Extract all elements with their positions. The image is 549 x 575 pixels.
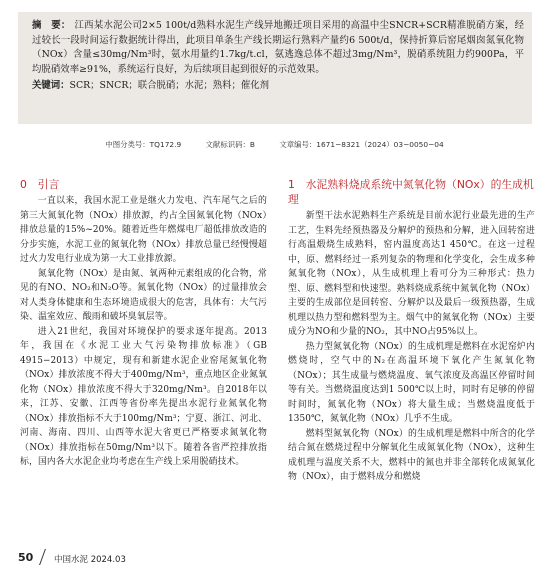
keywords-line xyxy=(32,79,524,94)
body-paragraph: 燃料型氮氧化物（NOx）的生成机理是燃料中所含的化学结合氮在燃烧过程中分解氧化生成氮氧化物（NOx），这种生成机理与温度关系不大，燃料中的氮也并非全部转化成氮氧化物（NOx），由于燃料成分和燃烧 xyxy=(288,428,535,482)
left-column xyxy=(20,177,267,470)
section-heading-mechanism: 1 水泥熟料烧成系统中氮氧化物（NOx）的生成机理 xyxy=(288,178,534,206)
section-heading-introduction: 0 引言 xyxy=(20,178,60,191)
page-number: 50 xyxy=(18,551,34,564)
right-column xyxy=(288,177,535,485)
footer-divider xyxy=(39,549,46,565)
clc-number: 中图分类号：TQ172.9 xyxy=(105,140,182,149)
page-footer xyxy=(18,551,532,565)
keywords-text: SCR；SNCR；联合脱硝；水泥；熟料；催化剂 xyxy=(69,80,270,92)
document-code: 文献标识码：B xyxy=(205,140,255,149)
abstract-box xyxy=(18,12,532,124)
body-paragraph: 新型干法水泥熟料生产系统是目前水泥行业最先进的生产工艺，生料先经预热器及分解炉的预热和分解，进入回转窑进行高温煅烧生成熟料，窑内温度高达1 450℃。在这一过程中，原、燃料经过一系列复杂的物理和化学变化，会生成多种氮氧化物（NOx），从生成机理上看可分为三种形式：热力型、原、燃料型和快速型。熟料烧成系统中氮氧化物（NOx）主要的生成部位是回转窑、分解炉以及最后一级预热器，生成机理以热力型和燃料型为主。烟气中的氮氧化物（NOx）主要成分为NO和少量的NO₂，其中NO占95%以上。 xyxy=(288,211,535,337)
body-paragraph: 热力型氮氧化物（NOx）的生成机理是燃料在水泥窑炉内燃烧时，空气中的N₂在高温环境下氧化产生氮氧化物（NOx）；其生成量与燃烧温度、氧气浓度及高温区停留时间等有关。当燃烧温度达到1 500℃以上时，同时有足够的停留时间时，氮氧化物（NOx）将大量生成；当燃烧温度低于1350℃，氮氧化物（NOx）几乎不生成。 xyxy=(288,341,535,424)
abstract-paragraph xyxy=(32,19,524,77)
body-paragraph: 一直以来，我国水泥工业是继火力发电、汽车尾气之后的第三大氮氧化物（NOx）排放源，约占全国氮氧化物（NOx）排放总量的15%~20%。随着近些年燃煤电厂超低排放改造的分步实施，水泥工业的氮氧化物（NOx）排放总量已经慢慢超过火力发电行业成为第一大工业排放源。 xyxy=(20,196,267,264)
journal-name: 中国水泥 2024.03 xyxy=(54,555,126,565)
article-meta xyxy=(0,139,549,150)
body-paragraph: 进入21世纪，我国对环境保护的要求逐年提高。2013年，我国在《水泥工业大气污染物排放标准》（GB 4915−2013）中规定，现有和新建水泥企业窑尾氮氧化物（NOx）排放浓度不得大于400mg/Nm³，重点地区企业氮氧化物（NOx）排放浓度不得大于320mg/Nm³。自2018年以来，江苏、安徽、江西等省份率先提出水泥行业氮氧化物（NOx）排放指标不大于100mg/Nm³；宁夏、浙江、河北、河南、海南、四川、山西等水泥大省更已严格要求氮氧化物（NOx）排放指标在50mg/Nm³以下。随着各省严控排放指标，国内各大水泥企业均考虑在生产线上采用脱硝技术。 xyxy=(20,326,267,467)
abstract-text: 江西某水泥公司2×5 100t/d熟料水泥生产线异地搬迁项目采用的高温中尘SNCR+SCR精准脱硝方案，经过较长一段时间运行数据统计得出，此项目单条生产线长期运行熟料产量约6 500t/d，保持折算后窑尾烟囱氮氧化物（NOx）含量≤30mg/Nm³时，氨水用量约1.7kg/t.cl，氨逃逸总体不超过3mg/Nm³，脱硝系统阻力约900Pa，平均脱硝效率≥91%，系统运行良好，为后续项目起到很好的示范效果。 xyxy=(32,20,525,75)
body-paragraph: 氮氧化物（NOx）是由氮、氧两种元素组成的化合物，常见的有NO、NO₂和N₂O等。氮氧化物（NOx）的过量排放会对人类身体健康和生态环境造成很大的危害，具体有：大气污染、温室效应、酸雨和破坏臭氧层等。 xyxy=(20,268,267,322)
keywords-label: 关键词： xyxy=(32,80,70,92)
article-number: 文章编号：1671−8321（2024）03−0050−04 xyxy=(279,140,444,149)
abstract-label: 摘 要： xyxy=(32,20,71,31)
